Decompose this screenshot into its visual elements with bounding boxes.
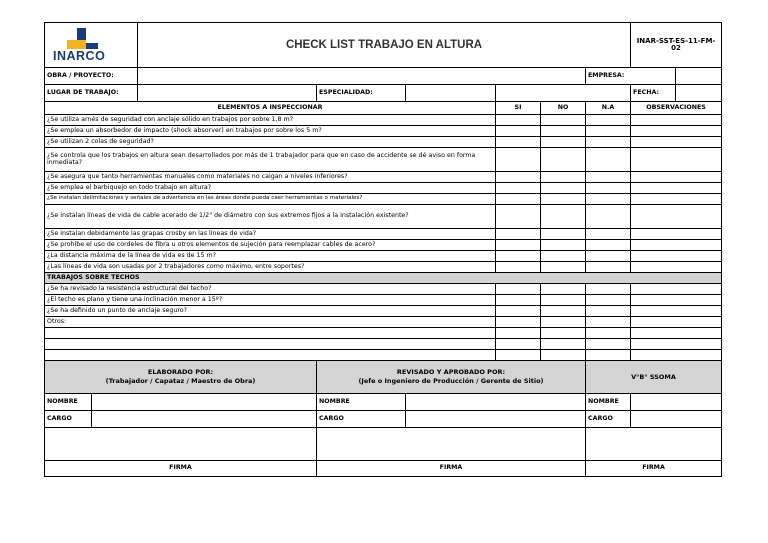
columns-header-row: [45, 102, 722, 115]
item-text: ¿El techo es plano y tiene una inclinación menor a 15º?: [45, 295, 496, 306]
column-na: N.A: [586, 102, 631, 115]
table-row: [45, 262, 722, 273]
item-text: ¿Se instalan líneas de vida de cable acerado de 1/2" de diámetro con sus extremos fijos a la instalación existente?: [45, 205, 496, 229]
nombre-field-elaborado[interactable]: [92, 394, 317, 411]
table-row: [45, 350, 722, 361]
check-no[interactable]: [541, 251, 586, 262]
observaciones-field[interactable]: [631, 172, 722, 183]
check-si[interactable]: [496, 240, 541, 251]
nombre-field-vb[interactable]: [631, 394, 722, 411]
item-text: ¿Se ha revisado la resistencia estructural del techo?: [45, 284, 496, 295]
check-si[interactable]: [496, 183, 541, 194]
info-row-lugar: [45, 85, 722, 102]
table-row: [45, 328, 722, 339]
observaciones-field[interactable]: [631, 126, 722, 137]
check-no[interactable]: [541, 229, 586, 240]
observaciones-field[interactable]: [631, 194, 722, 205]
section-header-techos: [45, 273, 722, 284]
fecha-label: FECHA:: [631, 85, 676, 102]
especialidad-field[interactable]: [406, 85, 496, 102]
observaciones-field[interactable]: [631, 137, 722, 148]
check-na[interactable]: [586, 350, 631, 361]
table-row: [45, 115, 722, 126]
table-row: [45, 251, 722, 262]
check-na[interactable]: [586, 172, 631, 183]
check-no[interactable]: [541, 126, 586, 137]
observaciones-field[interactable]: [631, 317, 722, 328]
lugar-label: LUGAR DE TRABAJO:: [45, 85, 138, 102]
firma-label: FIRMA: [45, 461, 317, 477]
checklist-table: [44, 22, 722, 477]
table-row: [45, 306, 722, 317]
checklist-form: [44, 22, 721, 477]
check-si[interactable]: [496, 148, 541, 172]
cargo-field-elaborado[interactable]: [92, 411, 317, 428]
observaciones-field[interactable]: [631, 295, 722, 306]
nombre-field-revisado[interactable]: [406, 394, 586, 411]
vb-ssoma-header: V°B° SSOMA: [586, 361, 722, 394]
elaborado-title: ELABORADO POR:: [147, 368, 214, 377]
revisado-subtitle: (Jefe o Ingeniero de Producción / Gerente de Sitio): [358, 377, 544, 385]
cargo-row: [45, 411, 722, 428]
signature-space-row: [45, 428, 722, 461]
table-row: [45, 172, 722, 183]
observaciones-field[interactable]: [631, 328, 722, 339]
check-si[interactable]: [496, 205, 541, 229]
check-si[interactable]: [496, 262, 541, 273]
item-text-empty[interactable]: [45, 328, 496, 339]
check-no[interactable]: [541, 328, 586, 339]
check-si[interactable]: [496, 229, 541, 240]
item-text: ¿Se asegura que tanto herramientas manuales como materiales no caigan a niveles inferiores?: [45, 172, 496, 183]
item-text: ¿Se utiliza arnés de seguridad con anclaje sólido en trabajos por sobre 1,8 m?: [45, 115, 496, 126]
item-text: ¿Se controla que los trabajos en altura sean desarrollados por más de 1 trabajador para que en caso de accidente se dé aviso en forma inmediata?: [45, 148, 496, 172]
check-si[interactable]: [496, 284, 541, 295]
table-row: [45, 194, 722, 205]
check-no[interactable]: [541, 262, 586, 273]
check-si[interactable]: [496, 295, 541, 306]
observaciones-field[interactable]: [631, 284, 722, 295]
check-no[interactable]: [541, 240, 586, 251]
item-text: ¿Se ha definido un punto de anclaje seguro?: [45, 306, 496, 317]
item-text: ¿Se emplea el barbiquejo en todo trabajo en altura?: [45, 183, 496, 194]
table-row: [45, 240, 722, 251]
check-na[interactable]: [586, 137, 631, 148]
nombre-row: [45, 394, 722, 411]
table-row: [45, 317, 722, 328]
observaciones-field[interactable]: [631, 205, 722, 229]
observaciones-field[interactable]: [631, 115, 722, 126]
signature-box-revisado[interactable]: [317, 428, 586, 461]
item-text: ¿Se instalan debidamente las grapas crosby en las líneas de vida?: [45, 229, 496, 240]
elaborado-header: [45, 361, 317, 394]
check-no[interactable]: [541, 172, 586, 183]
signature-box-vb[interactable]: [586, 428, 722, 461]
check-si[interactable]: [496, 328, 541, 339]
check-si[interactable]: [496, 339, 541, 350]
table-row: [45, 205, 722, 229]
check-na[interactable]: [586, 229, 631, 240]
check-no[interactable]: [541, 148, 586, 172]
check-no[interactable]: [541, 115, 586, 126]
check-si[interactable]: [496, 194, 541, 205]
check-si[interactable]: [496, 350, 541, 361]
table-row: [45, 183, 722, 194]
column-no: NO: [541, 102, 586, 115]
obra-field[interactable]: [138, 68, 586, 85]
info-row-obra: [45, 68, 722, 85]
table-row: [45, 137, 722, 148]
section-title: TRABAJOS SOBRE TECHOS: [45, 273, 722, 284]
check-na[interactable]: [586, 317, 631, 328]
table-row: [45, 148, 722, 172]
especialidad-label: ESPECIALIDAD:: [317, 85, 406, 102]
table-row: [45, 284, 722, 295]
check-na[interactable]: [586, 205, 631, 229]
check-no[interactable]: [541, 295, 586, 306]
check-no[interactable]: [541, 205, 586, 229]
check-si[interactable]: [496, 306, 541, 317]
check-si[interactable]: [496, 126, 541, 137]
nombre-label: NOMBRE: [45, 394, 92, 411]
cargo-label: CARGO: [317, 411, 406, 428]
observaciones-field[interactable]: [631, 306, 722, 317]
item-text: ¿Se prohíbe el uso de cordeles de fibra u otros elementos de sujeción para reemplazar cables de acero?: [45, 240, 496, 251]
check-no[interactable]: [541, 339, 586, 350]
cargo-label: CARGO: [586, 411, 631, 428]
check-na[interactable]: [586, 194, 631, 205]
check-no[interactable]: [541, 194, 586, 205]
cargo-field-vb[interactable]: [631, 411, 722, 428]
check-na[interactable]: [586, 306, 631, 317]
check-si[interactable]: [496, 137, 541, 148]
check-na[interactable]: [586, 240, 631, 251]
check-si[interactable]: [496, 251, 541, 262]
lugar-field[interactable]: [138, 85, 317, 102]
item-text-empty[interactable]: [45, 350, 496, 361]
header-row: [45, 23, 722, 68]
signature-header-row: [45, 361, 722, 394]
revisado-title: REVISADO Y APROBADO POR:: [396, 368, 506, 377]
item-text: ¿Se utilizan 2 colas de seguridad?: [45, 137, 496, 148]
nombre-label: NOMBRE: [317, 394, 406, 411]
table-row: [45, 339, 722, 350]
empresa-field[interactable]: [676, 68, 722, 85]
document-code: INAR-SST-ES-11-FM-02: [631, 23, 722, 68]
table-row: [45, 229, 722, 240]
observaciones-field[interactable]: [631, 240, 722, 251]
empresa-label: EMPRESA:: [586, 68, 676, 85]
check-na[interactable]: [586, 115, 631, 126]
column-si: SI: [496, 102, 541, 115]
item-text: ¿Se emplea un absorbedor de impacto (shock absorver) en trabajos por sobre los 5 m?: [45, 126, 496, 137]
check-na[interactable]: [586, 295, 631, 306]
check-na[interactable]: [586, 284, 631, 295]
observaciones-field[interactable]: [631, 229, 722, 240]
item-text: Otros:: [45, 317, 496, 328]
fecha-field[interactable]: [676, 85, 722, 102]
page-title: CHECK LIST TRABAJO EN ALTURA: [138, 23, 631, 68]
elaborado-subtitle: (Trabajador / Capataz / Maestro de Obra): [105, 377, 256, 385]
check-si[interactable]: [496, 317, 541, 328]
logo-cell: [45, 23, 138, 68]
observaciones-field[interactable]: [631, 183, 722, 194]
observaciones-field[interactable]: [631, 251, 722, 262]
item-text: ¿La distancia máxima de la línea de vida es de 15 m?: [45, 251, 496, 262]
check-si[interactable]: [496, 115, 541, 126]
cargo-field-revisado[interactable]: [406, 411, 586, 428]
observaciones-field[interactable]: [631, 262, 722, 273]
company-logo: INARCO: [49, 27, 129, 63]
table-row: [45, 126, 722, 137]
check-na[interactable]: [586, 339, 631, 350]
item-text: ¿Las líneas de vida son usadas por 2 trabajadores como máximo, entre soportes?: [45, 262, 496, 273]
check-no[interactable]: [541, 137, 586, 148]
table-row: [45, 295, 722, 306]
check-na[interactable]: [586, 328, 631, 339]
item-text-empty[interactable]: [45, 339, 496, 350]
check-na[interactable]: [586, 183, 631, 194]
check-no[interactable]: [541, 350, 586, 361]
check-na[interactable]: [586, 251, 631, 262]
firma-label: FIRMA: [586, 461, 722, 477]
signature-box-elaborado[interactable]: [45, 428, 317, 461]
observaciones-field[interactable]: [631, 148, 722, 172]
check-na[interactable]: [586, 148, 631, 172]
nombre-label: NOMBRE: [586, 394, 631, 411]
column-elementos: ELEMENTOS A INSPECCIONAR: [45, 102, 496, 115]
firma-row: [45, 461, 722, 477]
check-no[interactable]: [541, 284, 586, 295]
observaciones-field[interactable]: [631, 339, 722, 350]
obra-label: OBRA / PROYECTO:: [45, 68, 138, 85]
revisado-header: [317, 361, 586, 394]
column-observaciones: OBSERVACIONES: [631, 102, 722, 115]
item-text: ¿Se instalan delimitaciones y señales de advertencia en las áreas donde pueda caer herramientas o materiales?: [45, 194, 496, 205]
check-na[interactable]: [586, 126, 631, 137]
check-no[interactable]: [541, 306, 586, 317]
check-no[interactable]: [541, 317, 586, 328]
observaciones-field[interactable]: [631, 350, 722, 361]
cargo-label: CARGO: [45, 411, 92, 428]
check-na[interactable]: [586, 262, 631, 273]
firma-label: FIRMA: [317, 461, 586, 477]
check-si[interactable]: [496, 172, 541, 183]
check-no[interactable]: [541, 183, 586, 194]
